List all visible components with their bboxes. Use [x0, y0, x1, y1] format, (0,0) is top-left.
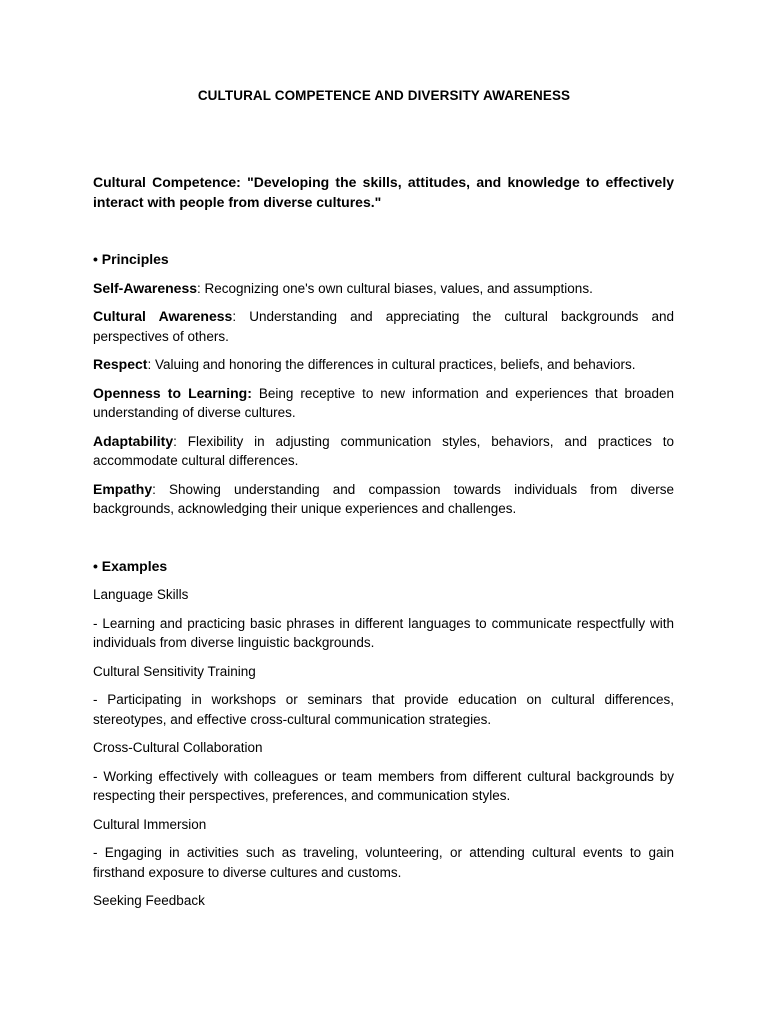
principle-text: : Showing understanding and compassion towards individuals from diverse backgrounds, acknowledging their unique experiences and challenges.: [93, 481, 674, 516]
example-text-sensitivity-training: - Participating in workshops or seminars that provide education on cultural differences, stereotypes, and effective cross-cultural communication strategies.: [93, 692, 674, 727]
example-title-seeking-feedback: Seeking Feedback: [93, 893, 205, 908]
example-title-immersion: Cultural Immersion: [93, 816, 207, 832]
example-title-language-skills: Language Skills: [93, 587, 189, 602]
principle-term: Cultural Awareness: [93, 308, 233, 324]
document-body: [93, 173, 674, 911]
principle-adaptability: [93, 432, 674, 471]
principle-term: Adaptability: [93, 432, 174, 449]
principle-term: Empathy: [93, 480, 153, 497]
principle-term: Openness to Learning:: [93, 384, 252, 401]
principle-text: Being receptive to new information and experiences that broaden understanding of diverse cultures.: [93, 385, 675, 420]
intro-definition: Cultural Competence: "Developing the skills, attitudes, and knowledge to effectively interact with people from diverse cultures.": [93, 174, 674, 210]
principle-self-awareness: [93, 279, 674, 299]
example-text-immersion: - Engaging in activities such as traveling, volunteering, or attending cultural events to gain firsthand exposure to diverse cultures and customs.: [93, 845, 674, 880]
example-title-sensitivity-training: Cultural Sensitivity Training: [93, 663, 256, 679]
principle-term: Respect: [93, 356, 148, 372]
example-title-cross-cultural: Cross-Cultural Collaboration: [93, 740, 263, 755]
principle-cultural-awareness: [93, 307, 674, 346]
principle-openness: [93, 384, 674, 423]
principle-text: : Recognizing one's own cultural biases, values, and assumptions.: [197, 280, 593, 296]
principle-text: : Flexibility in adjusting communication styles, behaviors, and practices to accommodate cultural differences.: [93, 433, 674, 468]
principle-term: Self-Awareness: [93, 279, 198, 296]
document-title: CULTURAL COMPETENCE AND DIVERSITY AWARENESS: [197, 88, 571, 103]
example-text-language-skills: - Learning and practicing basic phrases in different languages to communicate respectfully with individuals from diverse linguistic backgrounds.: [93, 615, 674, 650]
examples-heading: • Examples: [93, 557, 168, 574]
principle-empathy: [93, 480, 674, 519]
principle-respect: [93, 355, 674, 375]
principle-text: : Valuing and honoring the differences in cultural practices, beliefs, and behaviors.: [147, 357, 636, 372]
example-text-cross-cultural: - Working effectively with colleagues or team members from different cultural backgrounds by respecting their perspectives, preferences, and communication styles.: [93, 768, 674, 803]
principles-heading: • Principles: [93, 251, 169, 267]
principle-text: : Understanding and appreciating the cultural backgrounds and perspectives of others.: [93, 309, 674, 344]
